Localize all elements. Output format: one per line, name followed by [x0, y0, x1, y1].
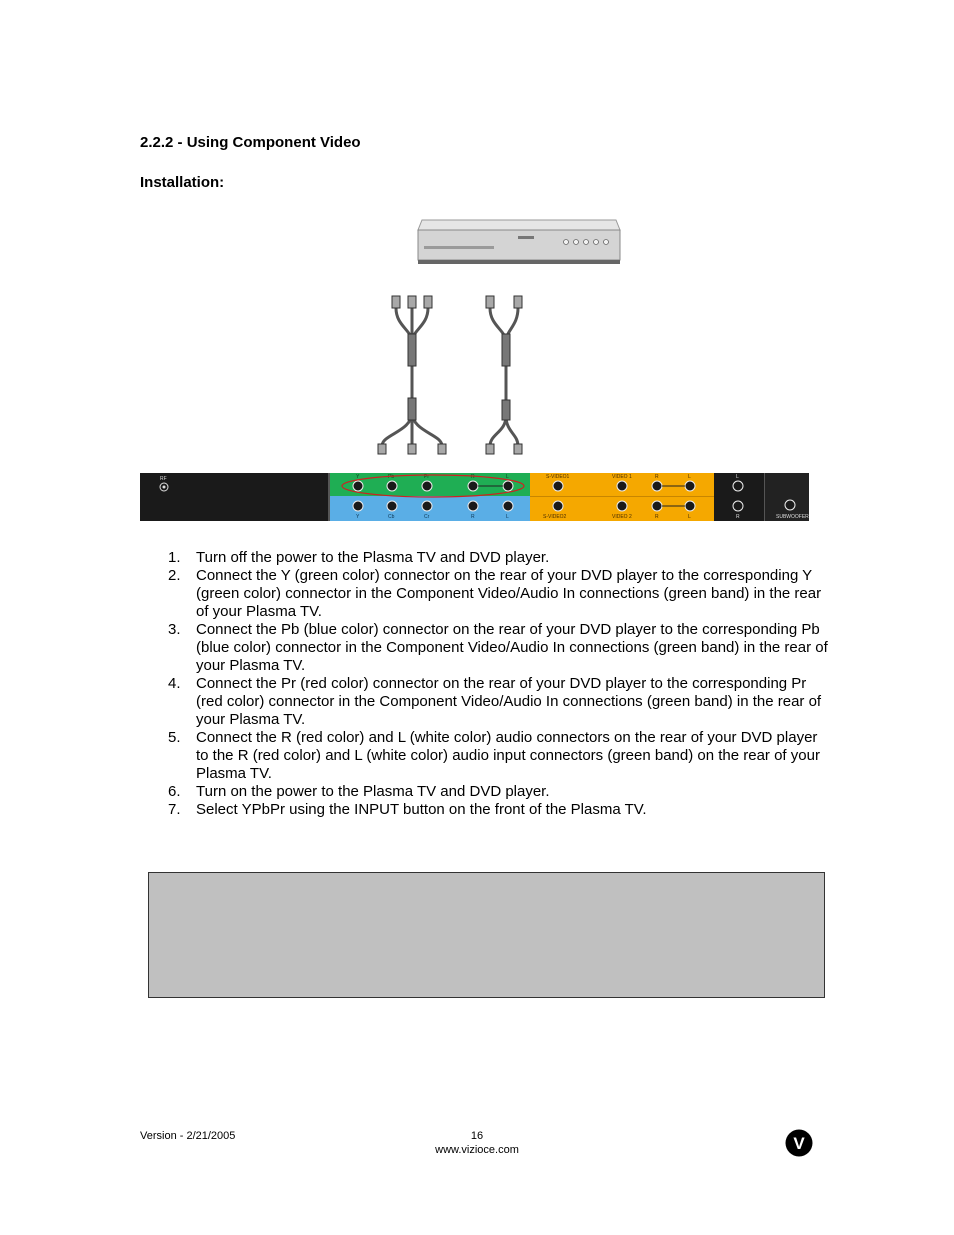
list-item [140, 783, 830, 801]
step-number: 5. [168, 729, 181, 746]
label-video2: VIDEO 2 [612, 514, 632, 520]
page-number: 16 [470, 1130, 484, 1142]
label-pr-green: Pr [424, 474, 429, 480]
label-l-green: L [506, 474, 509, 480]
audio-cable [490, 308, 518, 446]
label-s-video1: S-VIDEO1 [546, 474, 570, 480]
label-cr-blue: Cr [424, 514, 430, 520]
step-text: Connect the R (red color) and L (white color) audio connectors on the rear of your DVD player to the R (red color) and L (white color) audio input connectors (green band) on the rear of your Plasma TV. [196, 729, 820, 782]
label-r-orange-top: R [655, 474, 659, 480]
section-title: 2.2.2 - Using Component Video [140, 134, 361, 151]
list-item [140, 675, 830, 729]
label-y-green: Y [356, 474, 360, 480]
vizio-logo-icon [785, 1129, 813, 1157]
note-box [148, 872, 825, 998]
step-number: 4. [168, 675, 181, 692]
list-item [140, 549, 830, 567]
list-item [140, 801, 830, 819]
label-video1: VIDEO 1 [612, 474, 632, 480]
step-number: 6. [168, 783, 181, 800]
label-l-orange-bottom: L [688, 514, 691, 520]
dvd-player-image [418, 220, 620, 264]
footer-version: Version - 2/21/2005 [140, 1130, 236, 1142]
list-item [140, 621, 830, 675]
step-text: Connect the Pb (blue color) connector on the rear of your DVD player to the corresponding Pb (blue color) connector in the Component Video/Audio In connections (green band) in the rear of your Plasma TV. [196, 621, 828, 674]
step-text: Connect the Y (green color) connector on the rear of your DVD player to the corresponding Y (green color) connector in the Component Video/Audio In connections (green band) in the rear of your Plasma TV. [196, 567, 822, 620]
label-s-video2: S-VIDEO2 [543, 514, 567, 520]
step-text: Select YPbPr using the INPUT button on the front of the Plasma TV. [196, 801, 647, 818]
list-item [140, 729, 830, 783]
label-cb-blue: Cb [388, 514, 395, 520]
component-video-cable [382, 308, 442, 446]
label-r-blue: R [471, 514, 475, 520]
svg-text:V: V [793, 1134, 805, 1153]
label-l-blue: L [506, 514, 509, 520]
label-y-blue: Y [356, 514, 360, 520]
label-r-green: R [471, 474, 475, 480]
website-link[interactable]: www.vizioce.com [435, 1144, 519, 1156]
step-number: 1. [168, 549, 181, 566]
label-l-orange-top: L [688, 474, 691, 480]
panel-label-rf: RF [160, 476, 167, 482]
installation-steps [140, 549, 830, 819]
step-text: Turn on the power to the Plasma TV and DVD player. [196, 783, 550, 800]
list-item [140, 567, 830, 621]
label-l-audio-out: L [736, 474, 739, 480]
step-number: 7. [168, 801, 181, 818]
label-r-audio-out: R [736, 514, 740, 520]
label-subwoofer: SUBWOOFER [776, 514, 809, 520]
installation-label: Installation: [140, 174, 225, 191]
step-text: Turn off the power to the Plasma TV and DVD player. [196, 549, 550, 566]
connection-diagram [138, 212, 813, 526]
tv-rear-panel [140, 473, 809, 521]
step-number: 2. [168, 567, 181, 584]
label-r-orange-bottom: R [655, 514, 659, 520]
step-text: Connect the Pr (red color) connector on the rear of your DVD player to the corresponding Pr (red color) connector in the Component Video/Audio In connections (green band) in the rear of your Plasma TV. [196, 675, 822, 728]
label-pb-green: Pb [388, 474, 395, 480]
step-number: 3. [168, 621, 181, 638]
